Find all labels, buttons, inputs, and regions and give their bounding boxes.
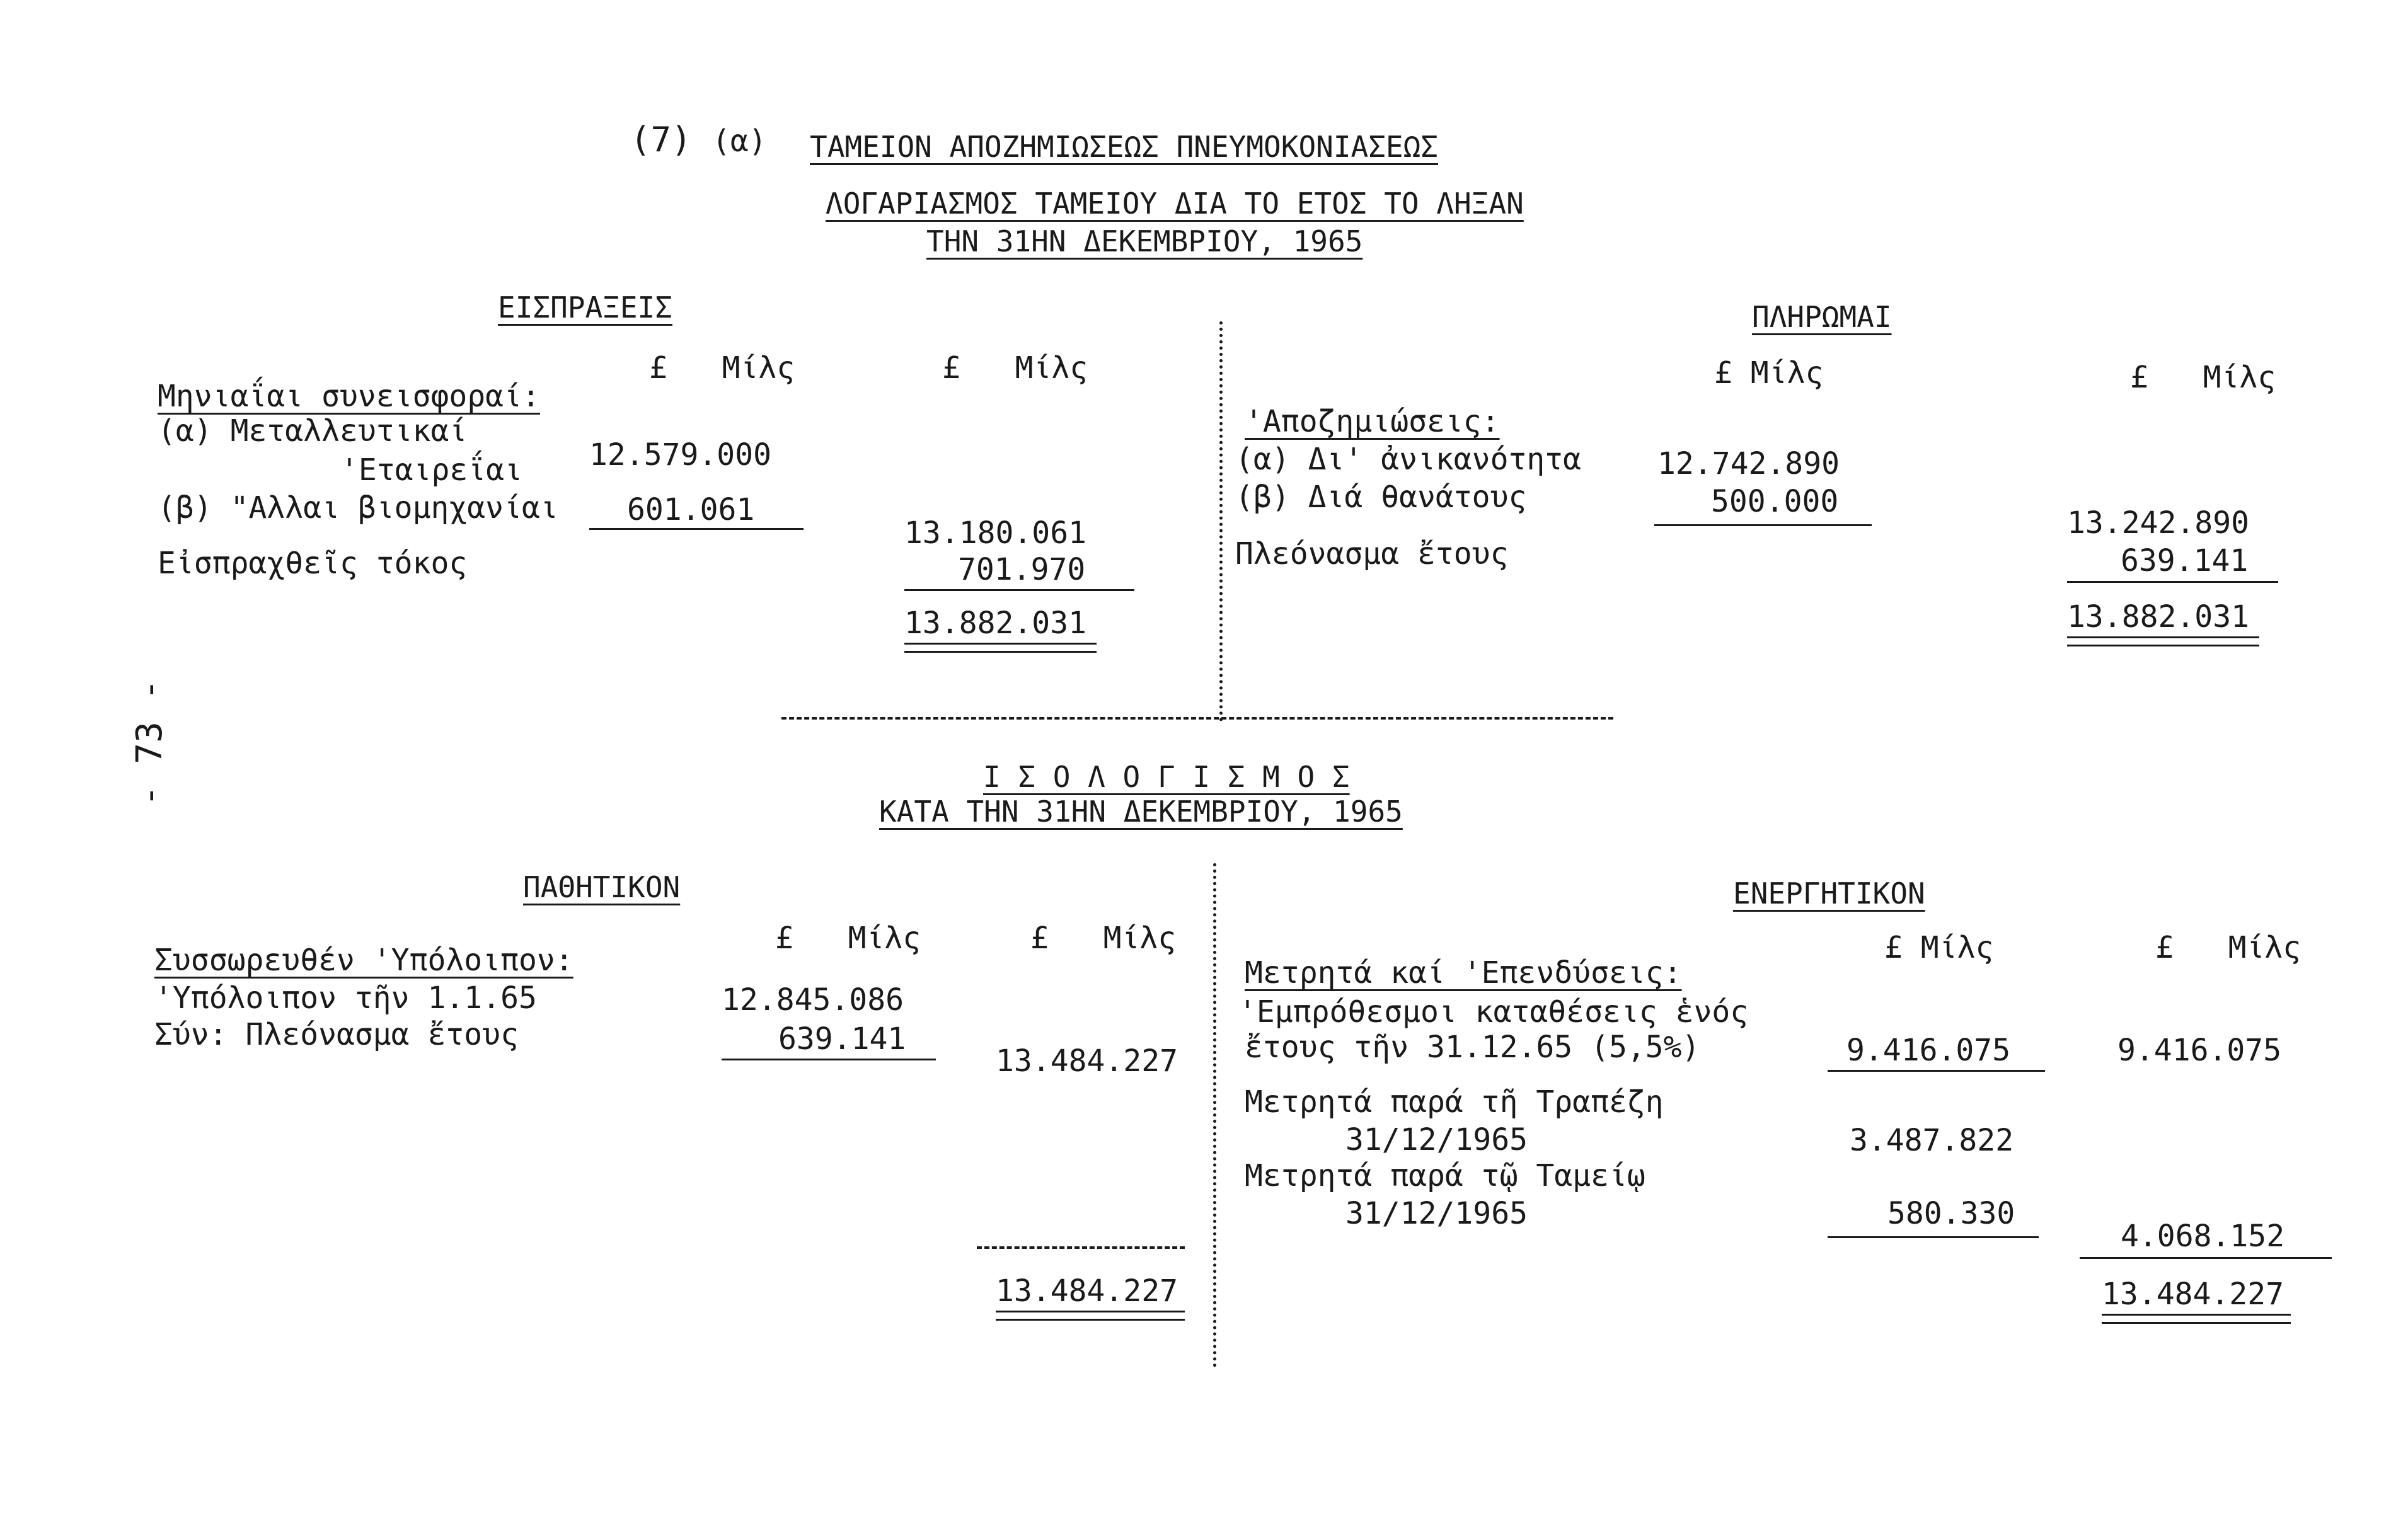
receipts-group-label: Μηνιαΐαι συνεισφοραί: [158, 379, 540, 414]
payments-line-a: (α) Δι' ἀνικανότητα [1235, 442, 1582, 477]
payments-line-b: (β) Διά θανάτους [1235, 479, 1527, 515]
assets-line-2b: 31/12/1965 [1345, 1122, 1528, 1157]
section-separator [781, 717, 1613, 720]
assets-heading: ΕΝΕΡΓΗΤΙΚΟΝ [1733, 876, 1925, 910]
liabilities-col2-header: £ Μίλς [1030, 921, 1177, 956]
payments-line-a-amount: 12.742.890 [1657, 446, 1840, 481]
payments-col2-rule [2067, 581, 2278, 583]
page-number: - 73 - [129, 679, 170, 807]
receipts-line-b: (β) "Αλλαι βιομηχανίαι [158, 490, 558, 525]
assets-line-1-total: 9.416.075 [2117, 1033, 2282, 1068]
liabilities-line-2-amount: 639.141 [778, 1021, 906, 1057]
payments-col2-header: £ Μίλς [2130, 360, 2276, 395]
assets-line-1b: ἔτους τῆν 31.12.65 (5,5%) [1245, 1030, 1700, 1065]
payments-heading: ΠΛΗΡΩΜΑΙ [1752, 300, 1892, 334]
receipts-line-a1: (α) Μεταλλευτικαί [158, 413, 468, 449]
liabilities-heading: ΠΑΘΗΤΙΚΟΝ [523, 870, 681, 904]
fund-title: ΤΑΜΕΙΟΝ ΑΠΟΖΗΜΙΩΣΕΩΣ ΠΝΕΥΜΟΚΟΝΙΑΣΕΩΣ [810, 130, 1438, 164]
payments-subtotal: 13.242.890 [2067, 505, 2249, 541]
receipts-total-double-rule [904, 643, 1097, 653]
receipts-heading: ΕΙΣΠΡΑΞΕΙΣ [498, 290, 672, 324]
receipts-line-b-amount: 601.061 [627, 492, 755, 527]
assets-line-3-amount: 580.330 [1887, 1196, 2015, 1231]
liabilities-line-2: Σύν: Πλεόνασμα ἔτους [154, 1017, 519, 1052]
item-number: (7) [630, 120, 692, 159]
payments-line-b-amount: 500.000 [1711, 484, 1839, 519]
payments-col1-header: £ Μίλς [1714, 355, 1824, 391]
assets-col2-rule [2080, 1257, 2332, 1259]
assets-group-label: Μετρητά καί 'Επενδύσεις: [1245, 955, 1682, 991]
assets-line-2-amount: 3.487.822 [1850, 1123, 2014, 1158]
receipts-interest-amount: 701.970 [958, 552, 1086, 587]
liabilities-subtotal: 13.484.227 [996, 1043, 1178, 1079]
assets-line-3a: Μετρητά παρά τῷ Ταμείῳ [1245, 1158, 1645, 1193]
balance-title: Ι Σ Ο Λ Ο Γ Ι Σ Μ Ο Σ [983, 760, 1350, 794]
account-center-divider [1219, 321, 1223, 721]
payments-surplus-label: Πλεόνασμα ἔτους [1235, 536, 1509, 571]
balance-date: ΚΑΤΑ ΤΗΝ 31ΗΝ ΔΕΚΕΜΒΡΙΟΥ, 1965 [879, 795, 1403, 829]
receipts-interest-label: Εἰσπραχθεῖς τόκος [158, 546, 468, 581]
payments-group-label: 'Αποζημιώσεις: [1245, 404, 1500, 439]
liabilities-col1-rule [722, 1059, 936, 1060]
receipts-col1-rule [589, 528, 804, 530]
assets-col2-header: £ Μίλς [2155, 930, 2301, 965]
payments-total-double-rule [2067, 636, 2259, 646]
receipts-line-a2: 'Εταιρεΐαι [340, 452, 522, 488]
assets-col1-rule [1828, 1236, 2039, 1238]
liabilities-col1-header: £ Μίλς [775, 921, 921, 956]
balance-center-divider [1213, 863, 1216, 1367]
item-letter: (α) [712, 123, 767, 159]
assets-cash-total: 4.068.152 [2121, 1219, 2285, 1254]
liabilities-col2-rule [977, 1246, 1185, 1249]
payments-total: 13.882.031 [2067, 599, 2249, 635]
liabilities-group-label: Συσσωρευθέν 'Υπόλοιπον: [154, 943, 573, 978]
receipts-total: 13.882.031 [904, 606, 1086, 641]
assets-total-double-rule [2102, 1314, 2291, 1324]
assets-line-1-rule [1828, 1070, 2045, 1072]
receipts-col2-header: £ Μίλς [942, 350, 1088, 386]
assets-line-1-amount: 9.416.075 [1846, 1033, 2011, 1068]
liabilities-line-1-amount: 12.845.086 [722, 982, 904, 1018]
liabilities-total: 13.484.227 [996, 1273, 1178, 1309]
liabilities-line-1: 'Υπόλοιπον τῆν 1.1.65 [154, 980, 537, 1016]
payments-col1-rule [1654, 524, 1872, 526]
payments-surplus-amount: 639.141 [2121, 543, 2249, 578]
assets-line-2a: Μετρητά παρά τῆ Τραπέζη [1245, 1084, 1664, 1120]
receipts-subtotal: 13.180.061 [904, 515, 1086, 551]
account-date: ΤΗΝ 31ΗΝ ΔΕΚΕΜΒΡΙΟΥ, 1965 [926, 224, 1363, 258]
assets-line-3b: 31/12/1965 [1345, 1196, 1528, 1231]
assets-line-1a: 'Εμπρόθεσμοι καταθέσεις ἑνός [1238, 994, 1749, 1030]
receipts-col2-rule [904, 589, 1134, 591]
receipts-line-a-amount: 12.579.000 [589, 437, 771, 473]
assets-total: 13.484.227 [2102, 1277, 2284, 1312]
receipts-col1-header: £ Μίλς [649, 350, 795, 386]
assets-col1-header: £ Μίλς [1884, 930, 1994, 965]
account-title: ΛΟΓΑΡΙΑΣΜΟΣ ΤΑΜΕΙΟΥ ΔΙΑ ΤΟ ΕΤΟΣ ΤΟ ΛΗΞΑΝ [826, 187, 1524, 221]
liabilities-total-double-rule [996, 1311, 1185, 1321]
